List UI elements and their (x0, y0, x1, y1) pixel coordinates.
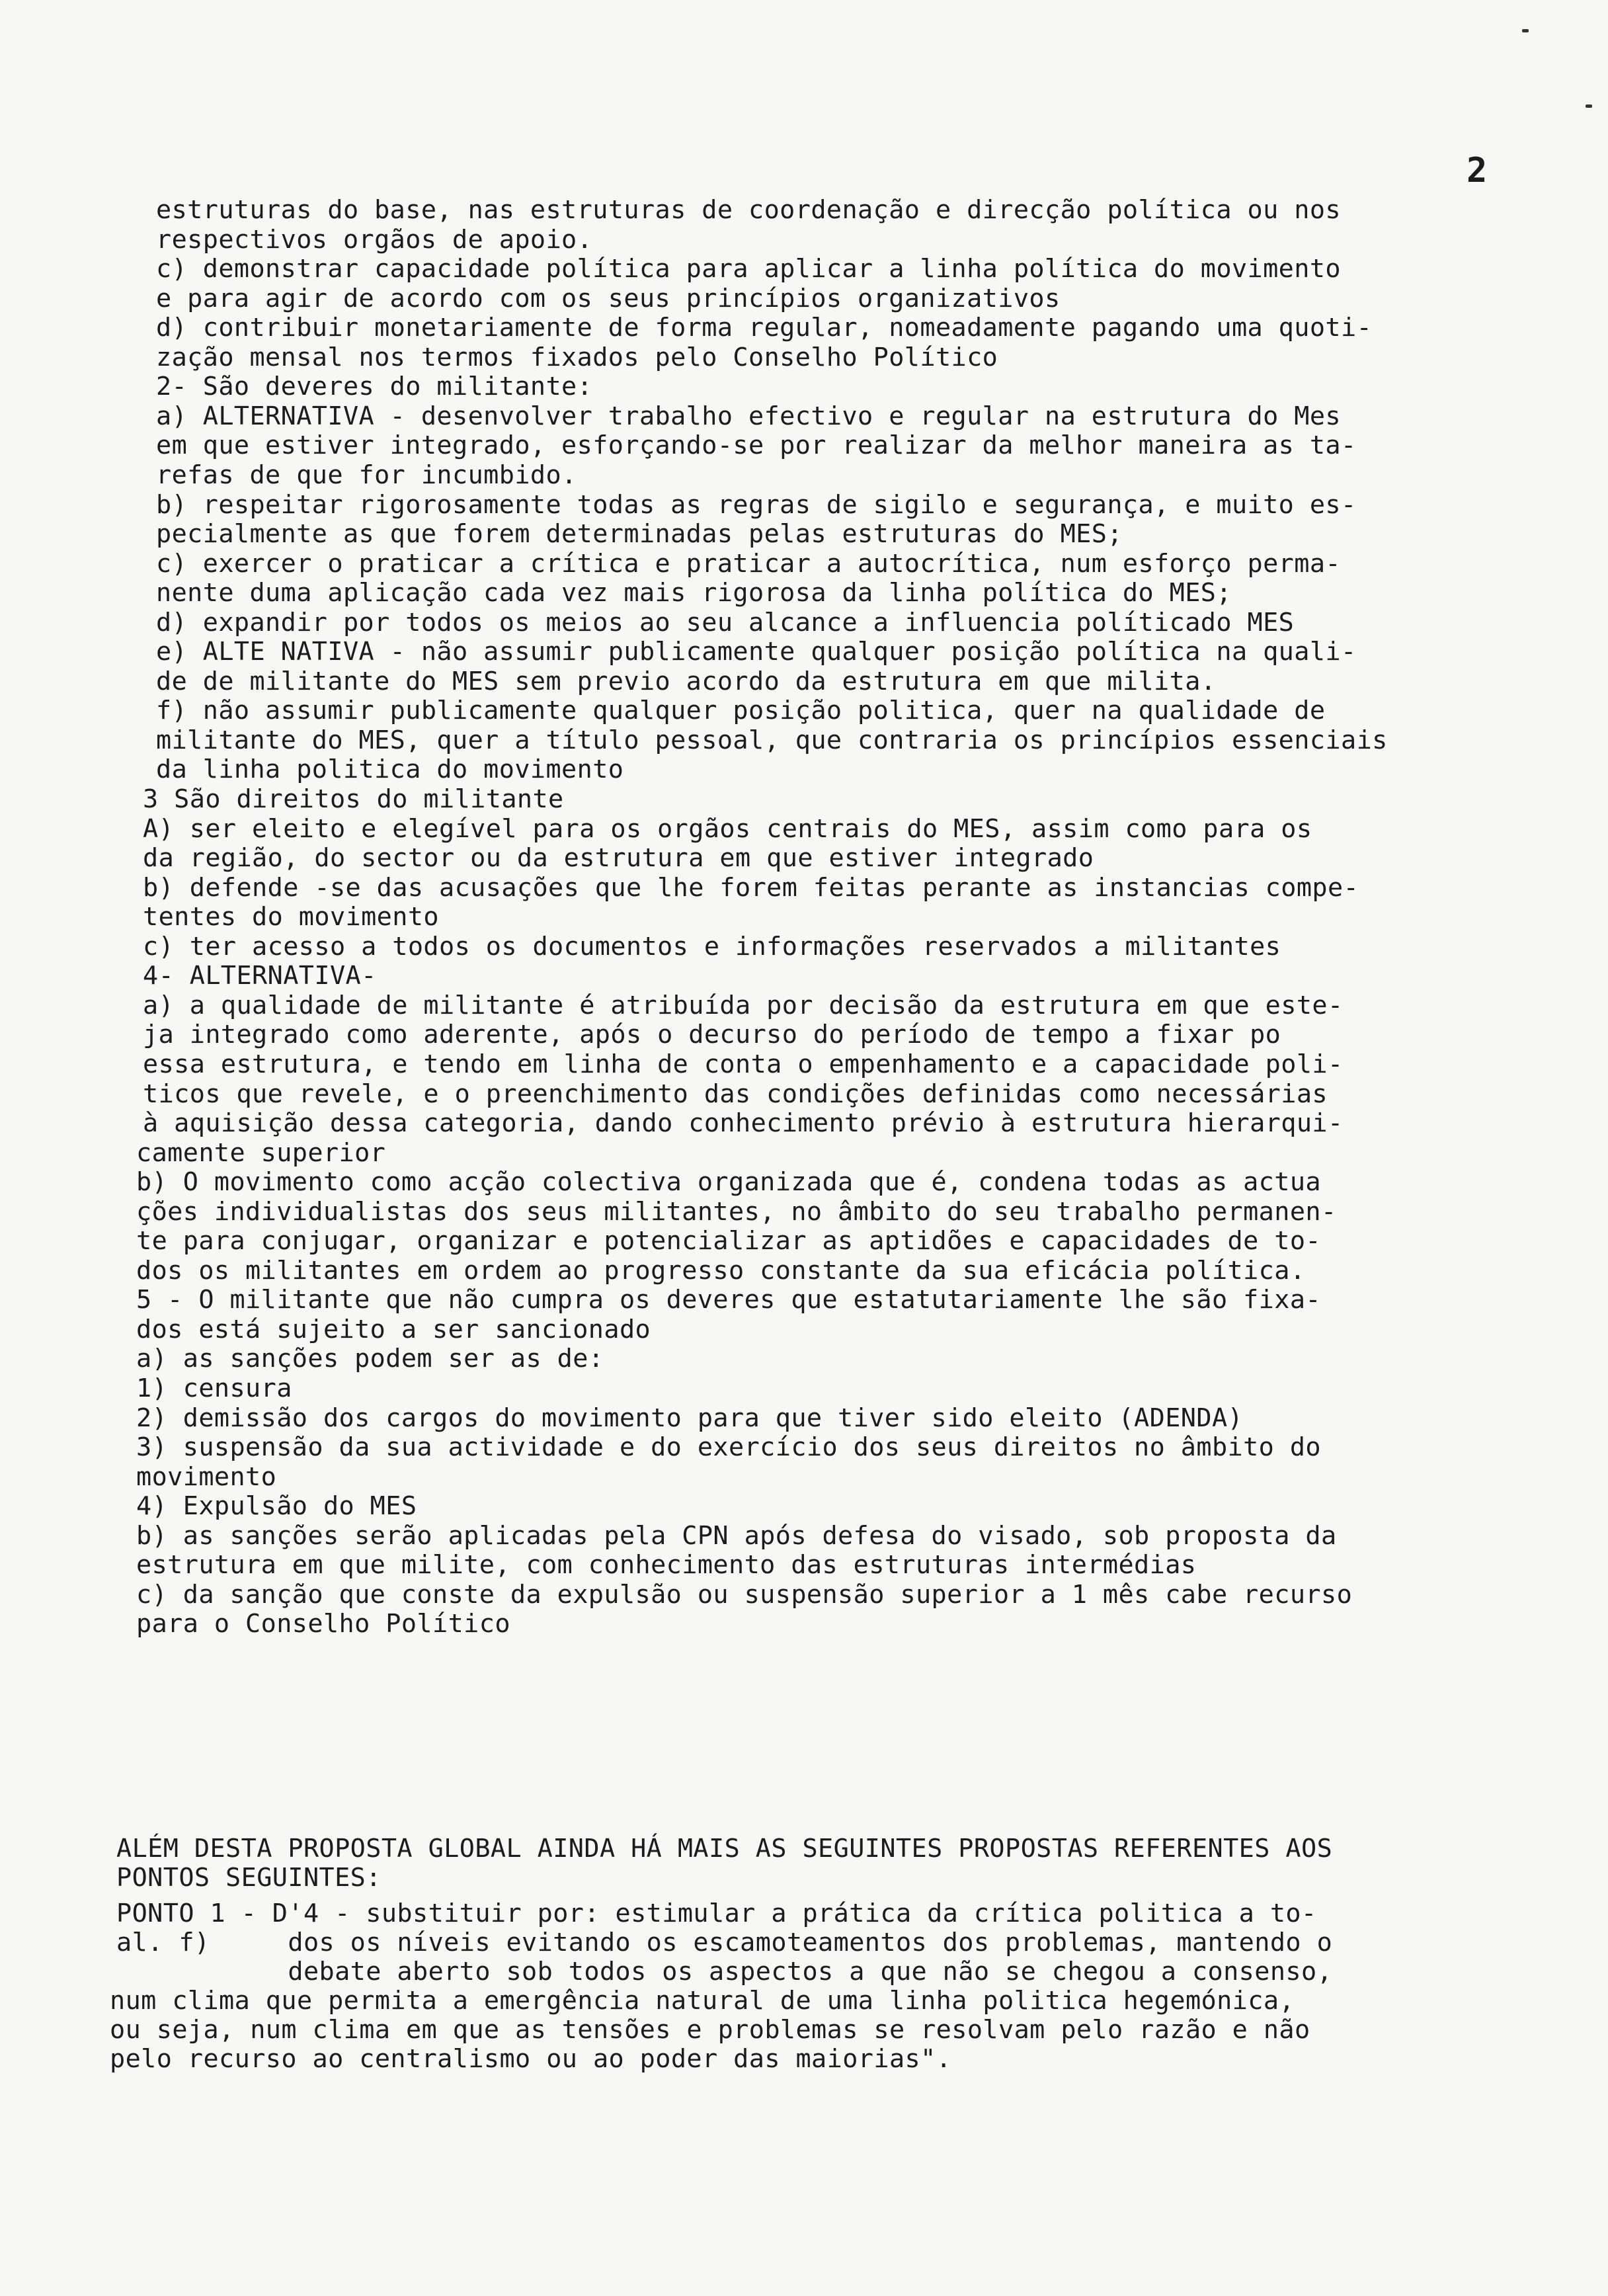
body-line: 4- ALTERNATIVA- (143, 961, 377, 991)
body-line: ja integrado como aderente, após o decurso do período de tempo a fixar po (143, 1020, 1281, 1049)
body-line: b) as sanções serão aplicadas pela CPN após defesa do visado, sob proposta da (136, 1521, 1337, 1551)
body-line: d) contribuir monetariamente de forma regular, nomeadamente pagando uma quoti- (156, 313, 1373, 343)
body-line: refas de que for incumbido. (156, 460, 577, 490)
body-line: b) respeitar rigorosamente todas as regras de sigilo e segurança, e muito es- (156, 490, 1357, 520)
body-line: camente superior (136, 1138, 386, 1168)
body-line: zação mensal nos termos fixados pelo Conselho Político (156, 343, 998, 372)
body-line: da região, do sector ou da estrutura em que estiver integrado (143, 843, 1094, 873)
body-line: b) O movimento como acção colectiva organizada que é, condena todas as actua (136, 1167, 1322, 1197)
closing-line: debate aberto sob todos os aspectos a que não se chegou a consenso, (116, 1957, 1333, 1987)
body-line: 2- São deveres do militante: (156, 372, 593, 401)
closing-line: PONTO 1 - D'4 - substituir por: estimular a prática da crítica politica a to- (116, 1899, 1317, 1928)
body-line: da linha politica do movimento (156, 755, 624, 784)
body-line: d) expandir por todos os meios ao seu alcance a influencia políticado MES (156, 608, 1295, 637)
body-line: 4) Expulsão do MES (136, 1491, 417, 1521)
closing-line: num clima que permita a emergência natural de uma linha politica hegemónica, (110, 1986, 1295, 2016)
body-line: estrutura em que milite, com conhecimento das estruturas intermédias (136, 1550, 1197, 1580)
body-line: a) ALTERNATIVA - desenvolver trabalho efectivo e regular na estrutura do Mes (156, 401, 1342, 431)
body-line: f) não assumir publicamente qualquer posição politica, quer na qualidade de (156, 696, 1326, 725)
body-line: à aquisição dessa categoria, dando conhecimento prévio à estrutura hierarqui- (143, 1108, 1344, 1138)
closing-line: al. f) dos os níveis evitando os escamoteamentos dos problemas, mantendo o (116, 1928, 1333, 1957)
body-line: c) da sanção que conste da expulsão ou suspensão superior a 1 mês cabe recurso (136, 1580, 1353, 1610)
body-line: ções individualistas dos seus militantes, no âmbito do seu trabalho permanen- (136, 1197, 1337, 1227)
body-line: 2) demissão dos cargos do movimento para que tiver sido eleito (ADENDA) (136, 1403, 1244, 1433)
body-line: essa estrutura, e tendo em linha de conta o empenhamento e a capacidade poli- (143, 1049, 1344, 1079)
closing-line: pelo recurso ao centralismo ou ao poder das maiorias". (110, 2044, 952, 2074)
closing-line: ou seja, num clima em que as tensões e problemas se resolvam pelo razão e não (110, 2015, 1310, 2045)
closing-line: PONTOS SEGUINTES: (116, 1863, 382, 1893)
body-line: pecialmente as que forem determinadas pelas estruturas do MES; (156, 519, 1123, 549)
body-line: b) defende -se das acusações que lhe forem feitas perante as instancias compe- (143, 873, 1359, 903)
body-line: tentes do movimento (143, 902, 440, 932)
body-line: te para conjugar, organizar e potencializar as aptidões e capacidades de to- (136, 1226, 1322, 1256)
body-line: 3) suspensão da sua actividade e do exercício dos seus direitos no âmbito do (136, 1432, 1322, 1462)
body-line: ticos que revele, e o preenchimento das condições definidas como necessárias (143, 1079, 1328, 1109)
body-line: A) ser eleito e elegível para os orgãos centrais do MES, assim como para os (143, 814, 1312, 844)
page-number: 2 (1467, 151, 1488, 190)
body-line: 5 - O militante que não cumpra os deveres que estatutariamente lhe são fixa- (136, 1285, 1322, 1315)
body-line: de de militante do MES sem previo acordo da estrutura em que milita. (156, 667, 1217, 696)
body-line: movimento (136, 1462, 277, 1492)
body-line: respectivos orgãos de apoio. (156, 225, 593, 255)
body-line: c) exercer o praticar a crítica e praticar a autocrítica, num esforço perma- (156, 549, 1342, 579)
body-line: para o Conselho Político (136, 1609, 510, 1639)
body-line: 1) censura (136, 1374, 292, 1403)
body-line: nente duma aplicação cada vez mais rigorosa da linha política do MES; (156, 578, 1232, 608)
body-line: e para agir de acordo com os seus princípios organizativos (156, 284, 1061, 313)
body-line: a) as sanções podem ser as de: (136, 1344, 604, 1374)
body-line: 3 São direitos do militante (143, 784, 564, 814)
body-line: militante do MES, quer a título pessoal, que contraria os princípios essenciais (156, 725, 1388, 755)
body-line: c) demonstrar capacidade política para aplicar a linha política do movimento (156, 254, 1342, 284)
body-line: estruturas do base, nas estruturas de coordenação e direcção política ou nos (156, 195, 1342, 225)
closing-line: ALÉM DESTA PROPOSTA GLOBAL AINDA HÁ MAIS AS SEGUINTES PROPOSTAS REFERENTES AOS (116, 1834, 1333, 1864)
body-line: c) ter acesso a todos os documentos e informações reservados a militantes (143, 932, 1281, 962)
body-line: dos está sujeito a ser sancionado (136, 1315, 651, 1344)
body-line: em que estiver integrado, esforçando-se por realizar da melhor maneira as ta- (156, 430, 1357, 460)
body-line: e) ALTE NATIVA - não assumir publicamente qualquer posição política na quali- (156, 637, 1357, 667)
body-line: a) a qualidade de militante é atribuída por decisão da estrutura em que este- (143, 991, 1344, 1020)
body-line: dos os militantes em ordem ao progresso constante da sua eficácia política. (136, 1256, 1306, 1286)
